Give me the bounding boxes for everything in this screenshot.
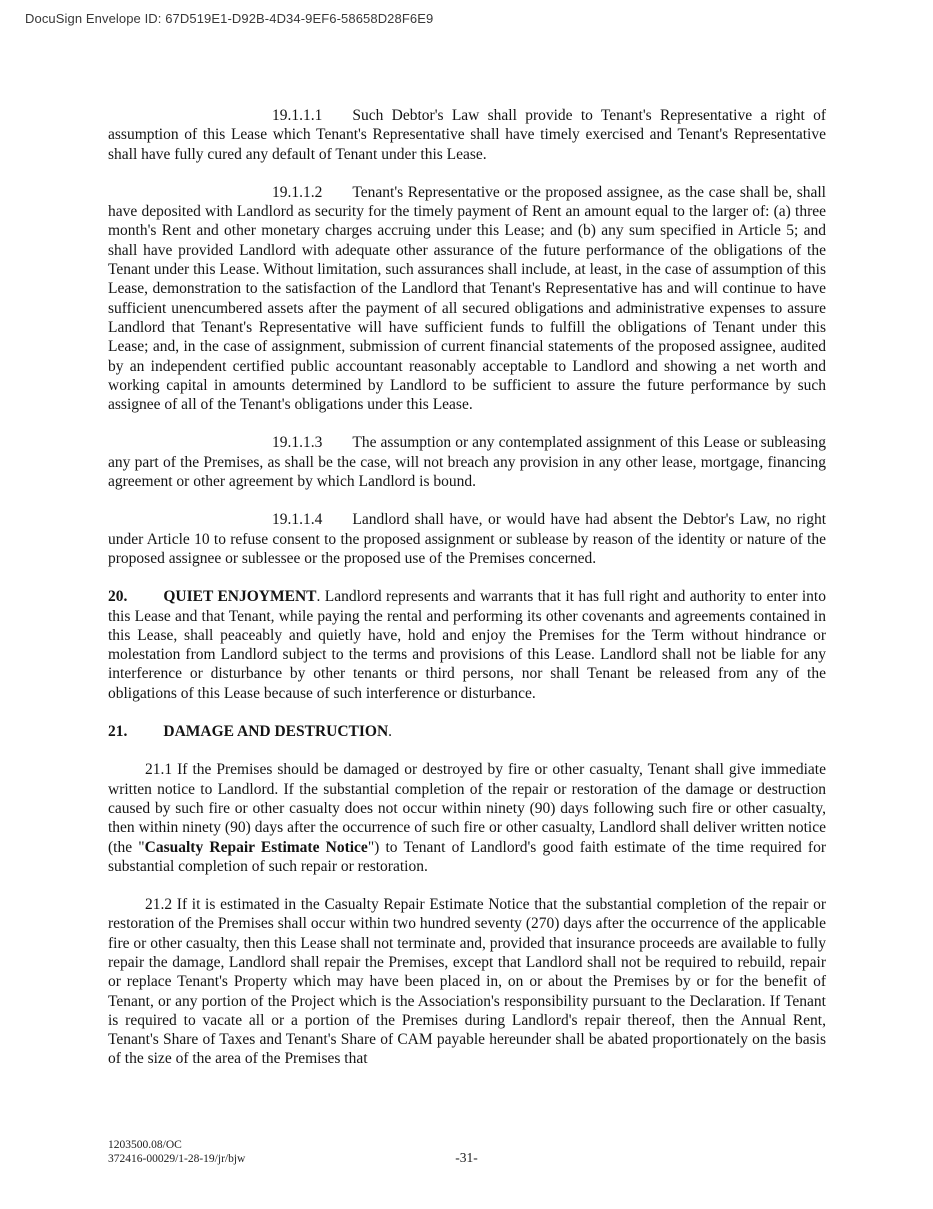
clause-text: Landlord shall have, or would have had absent the Debtor's Law, no right under Article 10 to refuse consent to the proposed assignment or sublease by reason of the identity or nature of the proposed assignee or sublessee or the proposed use of the Premises concerned. bbox=[108, 511, 826, 567]
clause-text: 21.2 If it is estimated in the Casualty Repair Estimate Notice that the substantial completion of the repair or restoration of the Premises shall occur within two hundred seventy (270) days after the occurrence of the applicable fire or other casualty, then this Lease shall not terminate and, provided that insurance proceeds are available to fully repair the damage, Landlord shall repair the Premises, except that Landlord shall not be required to rebuild, repair or replace Tenant's Property which may have been placed in, on or about the Premises by or for the benefit of Tenant, or any portion of the Project which is the Association's responsibility pursuant to the Declaration. If Tenant is required to vacate all or a portion of the Premises during Landlord's repair thereof, then the Annual Rent, Tenant's Share of Taxes and Tenant's Share of CAM payable hereunder shall be abated proportionately on the basis of the size of the area of the Premises that bbox=[108, 896, 826, 1068]
clause-number: 19.1.1.4 bbox=[272, 511, 323, 529]
paragraph-19-1-1-1 bbox=[108, 106, 826, 164]
clause-text: 21.1 If the Premises should be damaged or destroyed by fire or other casualty, Tenant shall give immediate written notice to Landlord. If the substantial completion of the repair or restoration of the damage or destruction caused by such fire or other casualty does not occur within ninety (90) days following such fire or other casualty, then within ninety (90) days after the occurrence of such fire or other casualty, Landlord shall deliver written notice (the " bbox=[108, 761, 826, 856]
defined-term-casualty-repair-estimate-notice: Casualty Repair Estimate Notice bbox=[144, 838, 368, 856]
section-heading: QUIET ENJOYMENT bbox=[163, 588, 317, 606]
clause-number: 19.1.1.2 bbox=[272, 183, 323, 201]
docusign-envelope-id: DocuSign Envelope ID: 67D519E1-D92B-4D34-9EF6-58658D28F6E9 bbox=[25, 11, 434, 26]
section-text: . Landlord represents and warrants that it has full right and authority to enter into this Lease and that Tenant, while paying the rental and performing its other covenants and agreements contained in this Lease, shall peaceably and quietly have, hold and enjoy the Premises for the Term without hindrance or molestation from Landlord subject to the terms and provisions of this Lease. Landlord shall not be liable for any interference or disturbance by other tenants or third persons, nor shall Tenant be released from any of the obligations of this Lease because of such interference or disturbance. bbox=[108, 588, 826, 702]
clause-text: ") to Tenant of Landlord's good faith estimate of the time required for substantial completion of such repair or restoration. bbox=[108, 838, 826, 875]
section-number: 20. bbox=[108, 588, 128, 606]
page-number: -31- bbox=[455, 1150, 478, 1165]
section-20-quiet-enjoyment bbox=[108, 587, 826, 703]
clause-text: The assumption or any contemplated assignment of this Lease or subleasing any part of the Premises, as shall be the case, will not breach any provision in any other lease, mortgage, financing agreement or other agreement by which Landlord is bound. bbox=[108, 434, 826, 491]
footer-file-ref-line2: 372416-00029/1-28-19/jr/bjw bbox=[108, 1152, 246, 1165]
section-21-damage-and-destruction-heading bbox=[108, 722, 826, 741]
paragraph-21-2 bbox=[108, 895, 826, 1069]
clause-number: 19.1.1.3 bbox=[272, 434, 323, 452]
clause-text: Such Debtor's Law shall provide to Tenant's Representative a right of assumption of this Lease which Tenant's Representative shall have timely exercised and Tenant's Representative shall have fully cured any default of Tenant under this Lease. bbox=[108, 107, 826, 163]
paragraph-19-1-1-3 bbox=[108, 433, 826, 491]
paragraph-21-1 bbox=[108, 760, 826, 876]
document-body bbox=[108, 106, 826, 1069]
section-number: 21. bbox=[108, 723, 128, 741]
section-heading-period: . bbox=[388, 723, 393, 741]
section-heading: DAMAGE AND DESTRUCTION bbox=[163, 723, 389, 741]
paragraph-19-1-1-4 bbox=[108, 510, 826, 568]
footer-file-ref-line1: 1203500.08/OC bbox=[108, 1139, 182, 1151]
paragraph-19-1-1-2 bbox=[108, 183, 826, 415]
clause-text: Tenant's Representative or the proposed assignee, as the case shall be, shall have deposited with Landlord as security for the timely payment of Rent an amount equal to the larger of: (a) three month's Rent and other monetary charges accruing under this Lease; and (b) any sum specified in Article 5; and shall have provided Landlord with adequate other assurance of the future performance of the obligations of the Tenant under this Lease. Without limitation, such assurances shall include, at least, in the case of assumption of this Lease, demonstration to the satisfaction of the Landlord that Tenant's Representative has and will continue to have sufficient unencumbered assets after the payment of all secured obligations and administrative expenses to assure Landlord that Tenant's Representative will have sufficient funds to fulfill the obligations of Tenant under this Lease; and, in the case of assignment, submission of current financial statements of the proposed assignee, audited by an independent certified public accountant reasonably acceptable to Landlord and showing a net worth and working capital in amounts determined by Landlord to be sufficient to assure the future performance by such assignee of all of the Tenant's obligations under this Lease. bbox=[108, 183, 826, 414]
clause-number: 19.1.1.1 bbox=[272, 107, 323, 124]
